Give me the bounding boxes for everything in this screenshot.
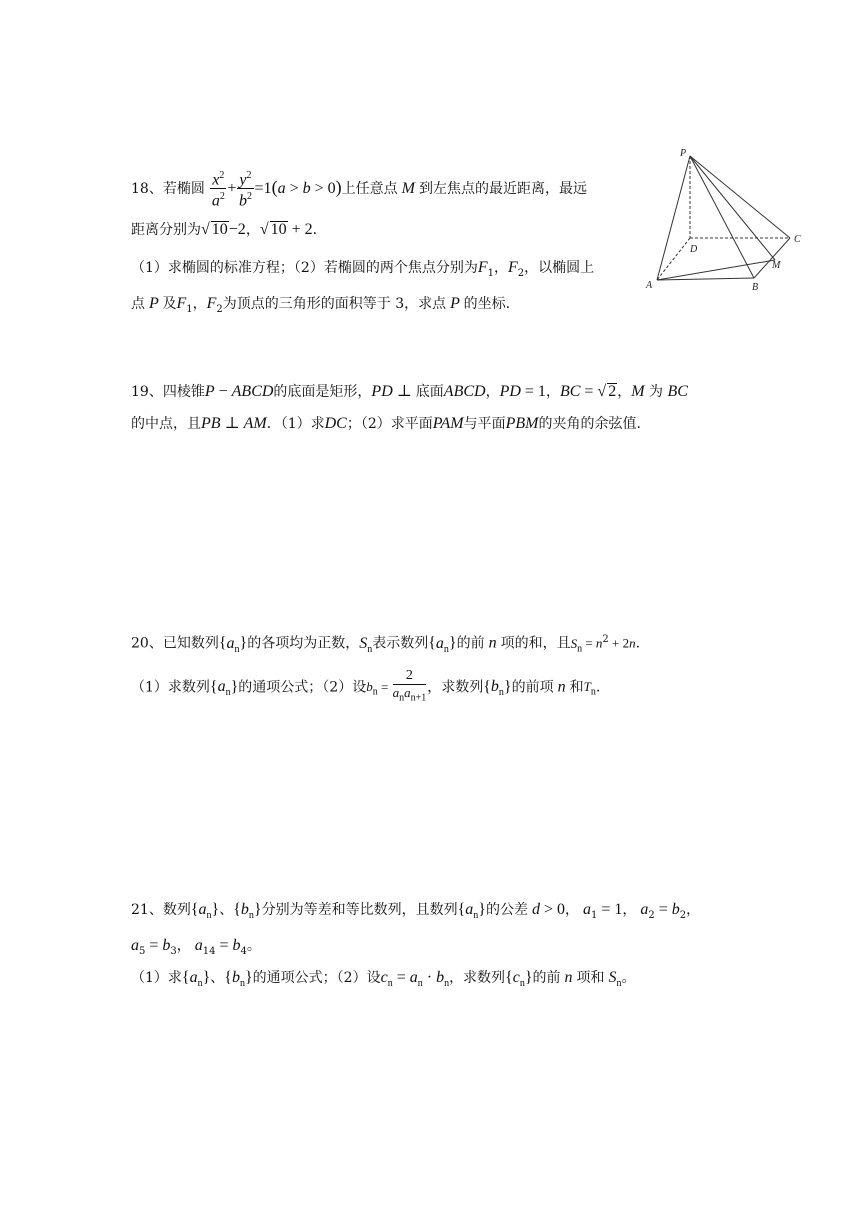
problem-21-line-3: （1）求$\{a_n\}$、$\{b_n\}$的通项公式；（2）设$c_n = a_n \cdot b_n$，求数列$\{c_n\}$的前 n 项和 $S_n$。 — [131, 969, 636, 990]
problem-18-line-4: 点 P 及$F_1$，$F_2$为顶点的三角形的面积等于 3，求点 P 的坐标. — [131, 295, 511, 315]
problem-19-line-2: 的中点，且PB ⊥ AM．（1）求DC；（2）求平面PAM与平面PBM的夹角的余弦值. — [131, 415, 641, 432]
problem-18-line-1: 18、若椭圆 $\frac{x^2}{a^2}$ + $\frac{y^2}{b^2}$ =1(a > b > 0)上任意点 M 到左焦点的最近距离，最远 — [131, 170, 587, 210]
problem-21-line-2: $a_5 = b_3$， $a_{14} = b_4$。 — [131, 937, 261, 957]
label-A: A — [646, 280, 653, 291]
label-B: B — [752, 282, 759, 292]
problem-number: 20、 — [131, 635, 163, 652]
pyramid-figure — [640, 142, 815, 292]
problem-20-line-2: （1）求数列$\{a_n\}$的通项公式；（2）设$b_n$ = $\frac{2}{a_na_{n+1}}$ ，求数列$\{b_n\}$的前项 n 和$T_n$. — [131, 668, 601, 704]
label-M: M — [772, 260, 781, 271]
label-C: C — [794, 234, 801, 245]
problem-21-line-1: 21、数列$\{a_n\}$、$\{b_n\}$分别为等差和等比数列，且数列$\{a_n\}$的公差 d > 0， $a_1 = 1$， $a_2 = b_2$， — [131, 901, 701, 922]
problem-number: 18、 — [131, 180, 163, 197]
problem-number: 21、 — [131, 902, 163, 918]
problem-19-line-1: 19、四棱锥P − ABCD的底面是矩形，PD ⊥ 底面ABCD，PD = 1，BC = √ 2，M 为 BC — [131, 383, 688, 400]
label-D: D — [690, 244, 698, 255]
problem-20-line-1: 20、已知数列$\{a_n\}$的各项均为正数，$S_n$表示数列$\{a_n\}$的前 n 项的和，且$S_n = n^2 + 2n$. — [131, 634, 641, 655]
problem-18-line-3: （1）求椭圆的标准方程；（2）若椭圆的两个焦点分别为$F_1$，$F_2$，以椭圆上 — [131, 259, 595, 279]
label-P: P — [680, 148, 687, 159]
problem-number: 19、 — [131, 384, 163, 400]
problem-18-line-2: 距离分别为√ 10−2，√ 10 + 2． — [131, 221, 327, 238]
